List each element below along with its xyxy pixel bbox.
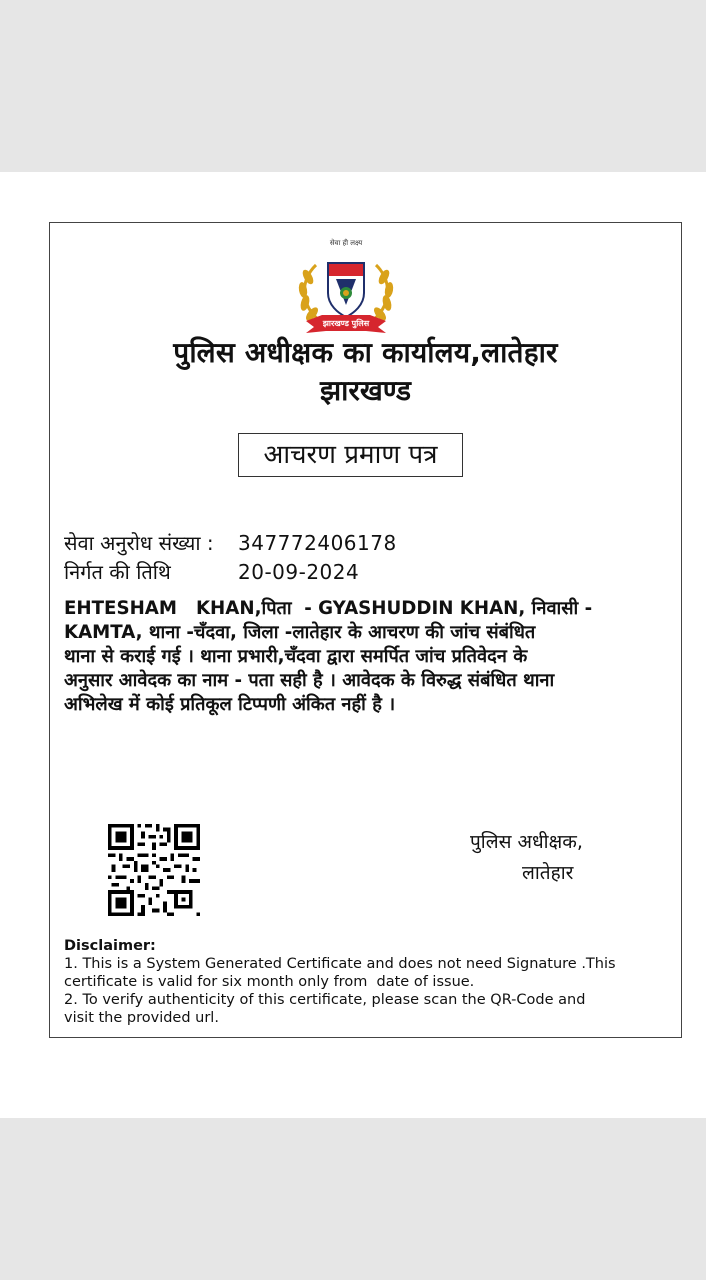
service-request-label: सेवा अनुरोध संख्या : [64,531,214,555]
signatory-district: लातेहार [522,862,574,884]
certificate-frame [49,222,682,1038]
certificate-title: आचरण प्रमाण पत्र [238,433,463,477]
office-title: पुलिस अधीक्षक का कार्यालय,लातेहार [173,336,558,369]
issue-date-row [64,558,359,585]
state-title: झारखण्ड [319,374,412,407]
emblem-motto: सेवा ही लक्ष्य [329,239,363,247]
body-line: अभिलेख में कोई प्रतिकूल टिप्पणी अंकित नहीं है । [64,694,396,715]
disclaimer-block [64,937,664,1027]
body-line: अनुसार आवेदक का नाम - पता सही है । आवेदक के विरुद्ध संबंधित थाना [64,670,555,691]
qr-code-icon[interactable] [108,824,200,916]
service-request-row [64,529,397,556]
disclaimer-line: 1. This is a System Generated Certificate and does not need Signature .This [64,956,616,972]
body-line: EHTESHAM KHAN,पिता - GYASHUDDIN KHAN, निवासी - [64,598,593,619]
disclaimer-line: visit the provided url. [64,1010,219,1026]
disclaimer-line: 2. To verify authenticity of this certificate, please scan the QR-Code and [64,992,586,1008]
emblem-ribbon-text: झारखण्ड पुलिस [322,319,370,328]
signatory-block [470,827,583,889]
issue-date-value: 20-09-2024 [238,560,360,584]
issue-date-label: निर्गत की तिथि [64,560,171,584]
signatory-title: पुलिस अधीक्षक, [470,831,583,853]
body-line: KAMTA, थाना -चँदवा, जिला -लातेहार के आचरण की जांच संबंधित [64,622,536,643]
disclaimer-line: certificate is valid for six month only from date of issue. [64,974,475,990]
certificate-sheet [0,172,706,1118]
certificate-body [64,597,664,717]
disclaimer-heading: Disclaimer: [64,938,156,954]
service-request-number: 347772406178 [238,531,397,555]
body-line: थाना से कराई गई । थाना प्रभारी,चँदवा द्वारा समर्पित जांच प्रतिवेदन के [64,646,528,667]
